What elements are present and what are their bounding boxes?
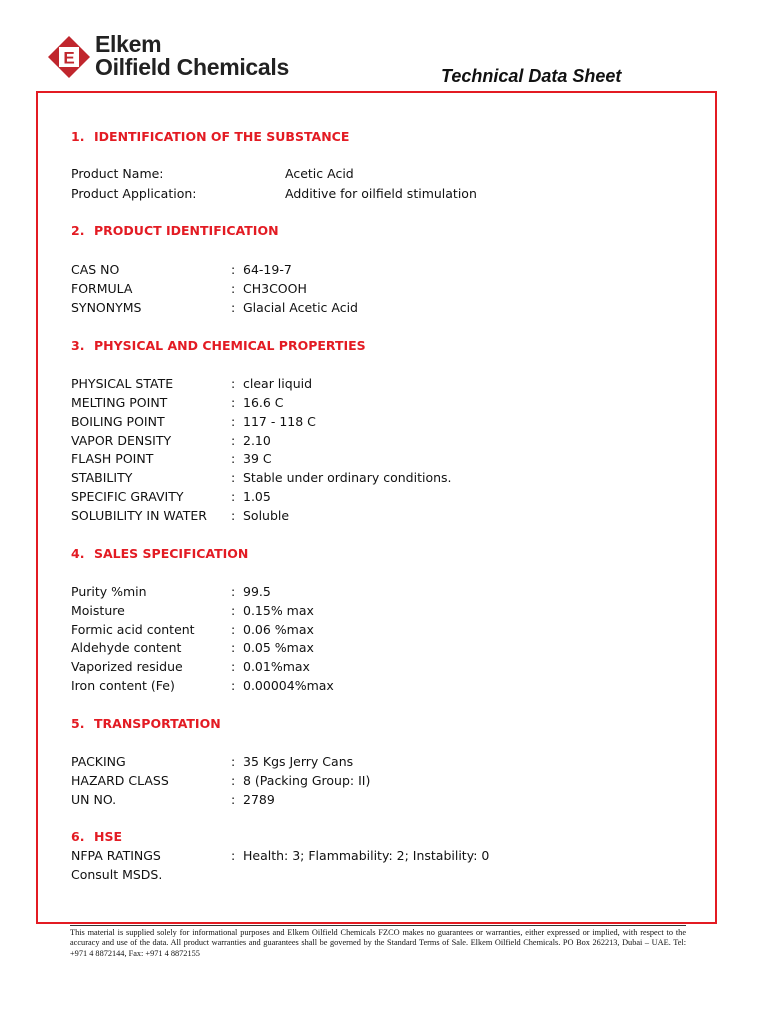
field-value: Additive for oilfield stimulation (285, 186, 477, 201)
document-title: Technical Data Sheet (441, 66, 622, 86)
field-separator: : (231, 678, 236, 693)
field-separator: : (231, 640, 236, 655)
field-separator: : (231, 414, 236, 429)
logo-line-2: Oilfield Chemicals (95, 54, 289, 80)
field-separator: : (231, 300, 236, 315)
field-label: PACKING (71, 754, 126, 769)
section-4-heading (71, 546, 248, 561)
field-value: Glacial Acetic Acid (243, 300, 358, 315)
field-value: 0.01%max (243, 659, 310, 674)
field-value: 0.06 %max (243, 622, 314, 637)
field-label: MELTING POINT (71, 395, 168, 410)
logo-line-1: Elkem (95, 31, 162, 57)
logo-wordmark (95, 33, 289, 79)
field-value: CH3COOH (243, 281, 307, 296)
field-label: HAZARD CLASS (71, 773, 169, 788)
field-label: PHYSICAL STATE (71, 376, 174, 391)
section-number: 5. (71, 716, 85, 731)
field-label: CAS NO (71, 262, 120, 277)
field-separator: : (231, 773, 236, 788)
field-label: Product Application: (71, 186, 197, 201)
field-label: Purity %min (71, 584, 147, 599)
section-number: 1. (71, 129, 85, 144)
field-separator: : (231, 433, 236, 448)
section-number: 6. (71, 829, 85, 844)
field-separator: : (231, 622, 236, 637)
section-title: TRANSPORTATION (94, 716, 221, 731)
field-label: UN NO. (71, 792, 117, 807)
field-value: Stable under ordinary conditions. (243, 470, 452, 485)
field-separator: : (231, 659, 236, 674)
field-separator: : (231, 395, 236, 410)
footer-disclaimer: This material is supplied solely for informational purposes and Elkem Oilfield Chemicals FZCO makes no guarantees or warranties, either expressed or implied, with respect to the accuracy and use of the data. All product warranties and guarantees shall be governed by the Standard Terms of Sale. Elkem Oilfield Chemicals. PO Box 262213, Dubai – UAE. Tel: +971 4 8872144, Fax: +971 4 8872155 (70, 928, 686, 958)
field-label: SPECIFIC GRAVITY (71, 489, 184, 504)
field-value: 2789 (243, 792, 275, 807)
field-label: VAPOR DENSITY (71, 433, 172, 448)
field-label: Formic acid content (71, 622, 195, 637)
field-separator: : (231, 508, 236, 523)
field-separator: : (231, 470, 236, 485)
section-6-heading (71, 829, 122, 844)
field-separator: : (231, 451, 236, 466)
field-label: BOILING POINT (71, 414, 165, 429)
field-label: Iron content (Fe) (71, 678, 175, 693)
section-1-heading (71, 129, 349, 144)
footer-divider (70, 925, 686, 926)
section-title: PHYSICAL AND CHEMICAL PROPERTIES (94, 338, 366, 353)
field-label: STABILITY (71, 470, 133, 485)
field-label: SYNONYMS (71, 300, 142, 315)
field-label: Vaporized residue (71, 659, 183, 674)
section-3-heading (71, 338, 366, 353)
field-value: Acetic Acid (285, 166, 354, 181)
field-value: Health: 3; Flammability: 2; Instability: 0 (243, 848, 490, 863)
field-value: 8 (Packing Group: II) (243, 773, 371, 788)
field-value: 99.5 (243, 584, 271, 599)
field-separator: : (231, 754, 236, 769)
elkem-logo-icon (48, 36, 90, 78)
field-value: 64-19-7 (243, 262, 292, 277)
field-value: clear liquid (243, 376, 313, 391)
field-label: Aldehyde content (71, 640, 182, 655)
section-title: PRODUCT IDENTIFICATION (94, 223, 279, 238)
field-separator: : (231, 584, 236, 599)
field-label: FLASH POINT (71, 451, 154, 466)
section-5-heading (71, 716, 221, 731)
field-value: Soluble (243, 508, 290, 523)
field-value: 0.05 %max (243, 640, 314, 655)
field-value: 117 - 118 C (243, 414, 316, 429)
field-value: 39 C (243, 451, 272, 466)
field-separator: : (231, 281, 236, 296)
field-value: 0.15% max (243, 603, 314, 618)
field-label: SOLUBILITY IN WATER (71, 508, 207, 523)
field-value: 1.05 (243, 489, 271, 504)
section-title: SALES SPECIFICATION (94, 546, 249, 561)
field-value: 16.6 C (243, 395, 284, 410)
field-value: 0.00004%max (243, 678, 334, 693)
section-number: 3. (71, 338, 85, 353)
field-label: FORMULA (71, 281, 133, 296)
hse-note-text: Consult MSDS. (71, 867, 163, 882)
field-label: Product Name: (71, 166, 164, 181)
field-value: 35 Kgs Jerry Cans (243, 754, 354, 769)
section-number: 4. (71, 546, 85, 561)
field-separator: : (231, 262, 236, 277)
section-2-heading (71, 223, 279, 238)
field-separator: : (231, 848, 236, 863)
field-value: 2.10 (243, 433, 271, 448)
section-number: 2. (71, 223, 85, 238)
field-separator: : (231, 376, 236, 391)
section-title: IDENTIFICATION OF THE SUBSTANCE (94, 129, 350, 144)
logo-mark-letter: E (63, 48, 75, 68)
field-separator: : (231, 489, 236, 504)
field-label: NFPA RATINGS (71, 848, 161, 863)
field-separator: : (231, 603, 236, 618)
field-label: Moisture (71, 603, 125, 618)
section-title: HSE (94, 829, 123, 844)
field-separator: : (231, 792, 236, 807)
